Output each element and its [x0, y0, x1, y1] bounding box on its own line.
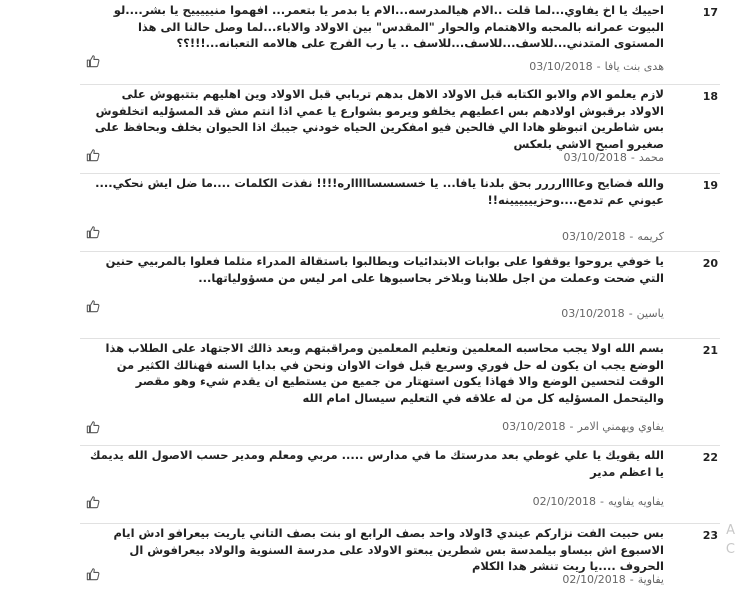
edge-glyph: C [725, 542, 735, 557]
comment-date: 02/10/2018 [562, 573, 626, 586]
comment-date: 02/10/2018 [532, 495, 597, 508]
comment-date: 03/10/2018 [502, 420, 566, 433]
comment-item [80, 445, 720, 524]
thumbs-up-icon[interactable] [86, 420, 100, 434]
comment-date: 03/10/2018 [529, 60, 593, 73]
comment-meta [562, 573, 664, 586]
comment-item [80, 338, 720, 446]
comment-item [80, 84, 720, 174]
comment-date: 03/10/2018 [561, 230, 626, 243]
comment-text: يا خوفي يروحوا يوقفوا على بوابات الابتدائيات ويطالبوا باستقالة المدراء مثلما فعلوا بالمربيي حنين التي ضحت وعملت من اجل طلابنا وبلاخر بحاسبوها على امر ليس من مسؤولياتها... [105, 254, 664, 285]
meta-separator: - [569, 420, 574, 433]
meta-separator: - [596, 60, 601, 73]
meta-separator: - [629, 573, 634, 586]
comment-author: هدى بنت يافا [604, 60, 664, 73]
comment-text: والله فضايح وعاااارررر بحق بلدنا يافا... يا خسسسساااااره!!!! نفذت الكلمات ....ما ضل ايش نحكي.... عيوني عم تدمع....وحزيييييينه!! [95, 176, 664, 207]
comment-author: يفاوية [637, 573, 664, 586]
comment-text: بس حبيت الفت نزاركم عيندي 3اولاد واحد بصف الرابع او بنت بصف التاني ياريت بيعرافو ادش ايام الاسبوع اش بيساو بيلمدسة بس شطرين يبعتو الاولاد على مدرسة السنوية والولاد بيعرافوش ال الحروف ....يا ريت تنشر هدا الكلام [113, 526, 664, 573]
thumbs-up-icon[interactable] [86, 299, 100, 313]
comment-item [80, 251, 720, 339]
comment-meta [562, 230, 664, 243]
edge-glyph: A [726, 523, 735, 538]
thumbs-up-icon[interactable] [86, 225, 100, 239]
comment-date: 03/10/2018 [563, 151, 627, 164]
thumbs-up-icon[interactable] [86, 54, 100, 68]
comment-author: محمد [638, 151, 664, 164]
comment-text: احييك يا اخ يفاوي...لما قلت ..الام هيالمدرسه...الام يا بدمر يا بتعمر... افهموا منيييييح يا بشر....لو البيوت عمرانه بالمحبه والاهتمام والحوار "المقدس" بين الاولاد والاباء...لما وصل حالنا الى هذا المستوى المتدني...للاسف...للاسف...للاسف .. يا رب الفرج على هالامه التعبانه...!!!؟؟ [113, 3, 664, 50]
comment-item [80, 173, 720, 252]
comment-author: يفاويه يفاويه [608, 495, 664, 508]
meta-separator: - [628, 307, 633, 320]
comment-author: ياسين [636, 307, 664, 320]
thumbs-up-icon[interactable] [86, 567, 100, 581]
comment-number: 23 [702, 529, 718, 542]
comment-author: يفاوي ويهمني الامر [577, 420, 664, 433]
comment-item [80, 523, 720, 593]
comment-meta [561, 307, 664, 320]
comment-number: 18 [702, 90, 718, 103]
comment-number: 19 [702, 179, 718, 192]
meta-separator: - [630, 151, 635, 164]
comment-text: لازم يعلمو الام والابو الكتابه قبل الاولاد الاهل بدهم تربابي قبل الاولاد وين اهليهم بتتبهوش على الاولاد برقبوش اولادهم بس اعطيهم يخلفو ويرمو بشوارع يا عمي اذا انتم مش قد المسؤليه اتخلفوش بس شاطرين اتبوظو هادا الي فالحين فيو امفكرين الحياه خودني جيبك اذا الحيوان بخلف وبحافظ على صغيرو اصبح الاشي بلعكس [94, 87, 664, 151]
meta-separator: - [600, 495, 604, 508]
comment-text: الله يقويك يا علي غوطي بعد مدرستك ما في مدارس ..... مربي ومعلم ومدير حسب الاصول الله يديمك يا اعظم مدير [89, 448, 664, 479]
meta-separator: - [629, 230, 634, 243]
comment-item [80, 0, 720, 85]
comment-date: 03/10/2018 [561, 307, 625, 320]
comment-meta [533, 495, 664, 508]
comment-text: بسم الله اولا يجب محاسبه المعلمين وتعليم المعلمين ومراقبتهم وبعد ذالك الاجتهاد على الطلاب هذا الوضع يجب ان يكون له حل فوري وسريع قبل فوات الاوان ونحن في بدايا السنه فهنالك الكثير من الوقت لتحسين الوضع والا فهاذا يكون استهتار من جميع من يستطيع ان يقدم شيء وهو مقصر واليتحمل المسؤليه كل من له علاقه في التعليم سيسال امام الله [105, 341, 664, 405]
comment-meta [502, 420, 664, 433]
comment-number: 20 [702, 257, 718, 270]
comment-meta [563, 151, 664, 164]
comment-number: 17 [702, 6, 718, 19]
comment-number: 21 [702, 344, 718, 357]
thumbs-up-icon[interactable] [86, 148, 100, 162]
comment-meta [529, 60, 664, 73]
comment-author: كريمه [637, 230, 664, 243]
thumbs-up-icon[interactable] [86, 495, 100, 509]
comment-number: 22 [702, 451, 718, 464]
